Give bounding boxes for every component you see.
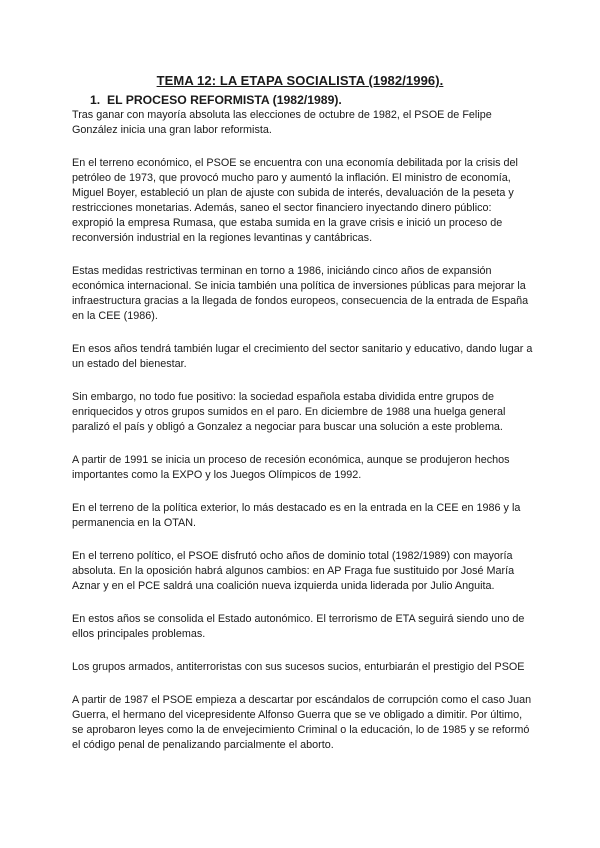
paragraph: Los grupos armados, antiterroristas con sus sucesos sucios, enturbiarán el prestigio del PSOE (72, 661, 525, 673)
document-title: TEMA 12: LA ETAPA SOCIALISTA (1982/1996). (156, 73, 444, 88)
section-heading-text: EL PROCESO REFORMISTA (1982/1989). (107, 93, 342, 107)
paragraph: Tras ganar con mayoría absoluta las elecciones de octubre de 1982, el PSOE de Felipe González inicia una gran labor reformista. (72, 109, 492, 136)
paragraph: En estos años se consolida el Estado autonómico. El terrorismo de ETA seguirá siendo uno de ellos principales problemas. (72, 613, 525, 640)
paragraph: En el terreno de la política exterior, lo más destacado es en la entrada en la CEE en 1986 y la permanencia en la OTAN. (72, 502, 521, 529)
paragraph: A partir de 1991 se inicia un proceso de recesión económica, aunque se produjeron hechos importantes como la EXPO y los Juegos Olímpicos de 1992. (72, 454, 510, 481)
section-number: 1. (90, 93, 101, 107)
paragraph: A partir de 1987 el PSOE empieza a descartar por escándalos de corrupción como el caso Juan Guerra, el hermano del vicepresidente Alfonso Guerra que se ve obligado a dimitir. Por último, se aprobaron leyes como la de envejecimiento Criminal o la educación, lo de 1985 y se reformó el código penal de penalizando parcialmente el aborto. (72, 694, 532, 751)
paragraph: Estas medidas restrictivas terminan en torno a 1986, iniciándo cinco años de expansión económica internacional. Se inicia también una política de inversiones públicas para mejorar la infraestructura gracias a la llegada de fondos europeos, consecuencia de la entrada de España en la CEE (1986). (72, 265, 529, 322)
section-heading (90, 93, 342, 107)
paragraph: Sin embargo, no todo fue positivo: la sociedad española estaba dividida entre grupos de enriquecidos y otros grupos sumidos en el paro. En diciembre de 1988 una huelga general paralizó el país y obligó a Gonzalez a negociar para buscar una solución a este problema. (72, 391, 506, 433)
body-text (72, 108, 534, 771)
paragraph: En el terreno económico, el PSOE se encuentra con una economía debilitada por la crisis del petróleo de 1973, que provocó mucho paro y aumentó la inflación. El ministro de economía, Miguel Boyer, estableció un plan de ajuste con subida de interés, devaluación de la peseta y restricciones monetarias. Además, saneo el sector financiero inyectando dinero público: expropió la empresa Rumasa, que estaba sumida en la grave crisis e inició un proceso de reconversión industrial en la regiones levantinas y cantábricas. (72, 157, 518, 244)
paragraph: En el terreno político, el PSOE disfrutó ocho años de dominio total (1982/1989) con mayoría absoluta. En la oposición habrá algunos cambios: en AP Fraga fue sustituido por José María Aznar y en el PCE saldrá una coalición nueva izquierda unida liderada por Julio Anguita. (72, 550, 515, 592)
paragraph: En esos años tendrá también lugar el crecimiento del sector sanitario y educativo, dando lugar a un estado del bienestar. (72, 343, 533, 370)
